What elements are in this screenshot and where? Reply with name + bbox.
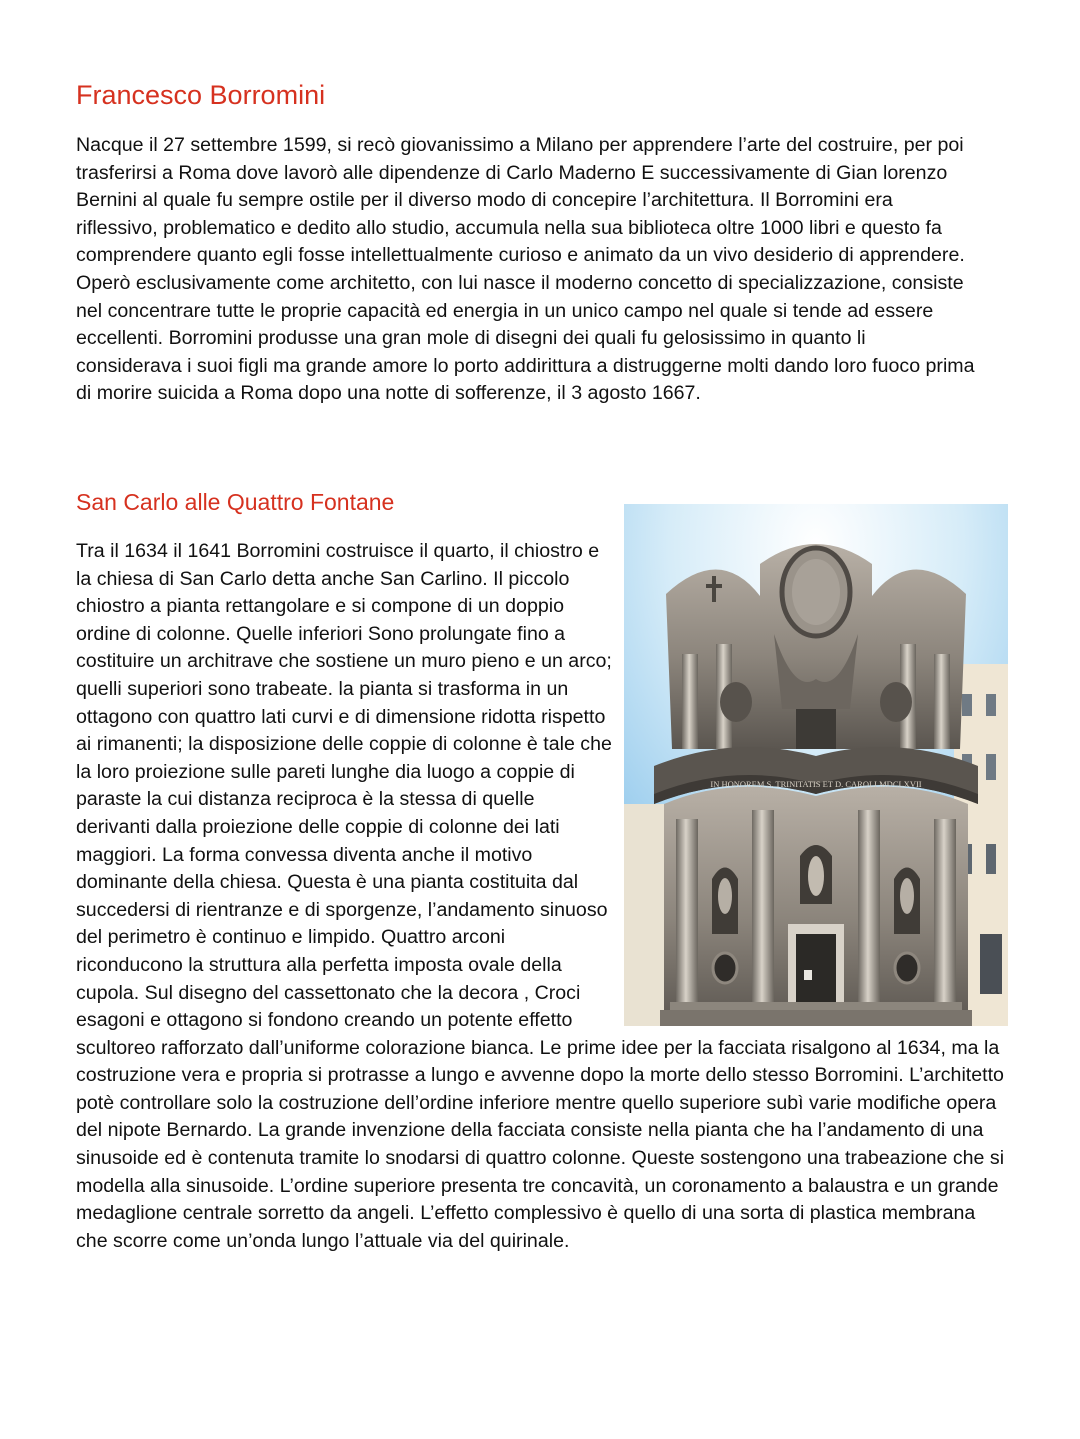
- san-carlo-text-block: [76, 538, 1008, 1255]
- san-carlo-paragraph: Tra il 1634 il 1641 Borromini costruisce il quarto, il chiostro e la chiesa di San Carlo detta anche San Carlino. Il piccolo chiostro a pianta rettangolare e si compone di un doppio ordine di colonne. Quelle inferiori Sono prolungate fino a costituire un architrave che sostiene un muro pieno e un arco; quelli superiori sono trabeate. la pianta si trasforma in un ottagono con quattro lati curvi e di dimensione ridotta rispetto ai rimanenti; la disposizione delle coppie di colonne è tale che la loro proiezione sulle pareti lunghe dia luogo a coppie di paraste la cui distanza reciproca è la stessa di quelle derivanti dalla proiezione delle coppie di colonne dei lati maggiori. La forma convessa diventa anche il motivo dominante della chiesa. Questa è una pianta costituita dal succedersi di rientranze e di sporgenze, l’andamento sinuoso del perimetro è continuo e limpido. Quattro arconi riconducono la struttura alla perfetta imposta ovale della cupola. Sul disegno del cassettonato che la decora , Croci esagoni e ottagono si fondono creando un potente effetto scultoreo rafforzato dall’uniforme colorazione bianca. Le prime idee per la facciata risalgono al 1634, ma la costruzione vera e propria si protrasse a lungo e avvenne dopo la morte dello stesso Borromini. L’architetto potè controllare solo la costruzione dell’ordine inferiore mentre quello superiore subì varie modifiche opera del nipote Bernardo. La grande invenzione della facciata consiste nella pianta che ha l’andamento di una sinusoide ed è contenuta tramite lo snodarsi di quattro colonne. Queste sostengono una trabeazione che si modella alla sinusoide. L’ordine superiore presenta tre concavità, un coronamento a balaustra e un grande medaglione centrale sorretto da angeli. L’effetto complessivo è quello di una sorta di plastica membrana che scorre come un’onda lungo l’attuale via del quirinale.: [76, 540, 1005, 1252]
- section-title-san-carlo: San Carlo alle Quattro Fontane: [76, 489, 395, 515]
- section-title-borromini: Francesco Borromini: [76, 80, 326, 110]
- san-carlo-facade-photo: [624, 504, 1008, 1026]
- facade-inscription: IN HONOREM S. TRINITATIS ET D. CAROLI MDCLXVII: [710, 779, 922, 789]
- borromini-biography-paragraph: Nacque il 27 settembre 1599, si recò giovanissimo a Milano per apprendere l’arte del costruire, per poi trasferirsi a Roma dove lavorò alle dipendenze di Carlo Maderno E successivamente di Gian lorenzo Bernini al quale fu sempre ostile per il diverso modo di concepire l’architettura. Il Borromini era riflessivo, problematico e dedito allo studio, accumula nella sua biblioteca oltre 1000 libri e questo fa comprendere quanto egli fosse intellettualmente curioso e animato da un vivo desiderio di apprendere. Operò esclusivamente come architetto, con lui nasce il moderno concetto di specializzazione, consiste nel concentrare tutte le proprie capacità ed energia in un unico campo nel quale si tende ad essere eccellenti. Borromini produsse una gran mole di disegni dei quali fu gelosissimo in quanto li considerava i suoi figli ma grande amore lo porto addirittura a distruggerne molti dando loro fuoco prima di morire suicida a Roma dopo una notte di sofferenze, il 3 agosto 1667.: [76, 134, 975, 405]
